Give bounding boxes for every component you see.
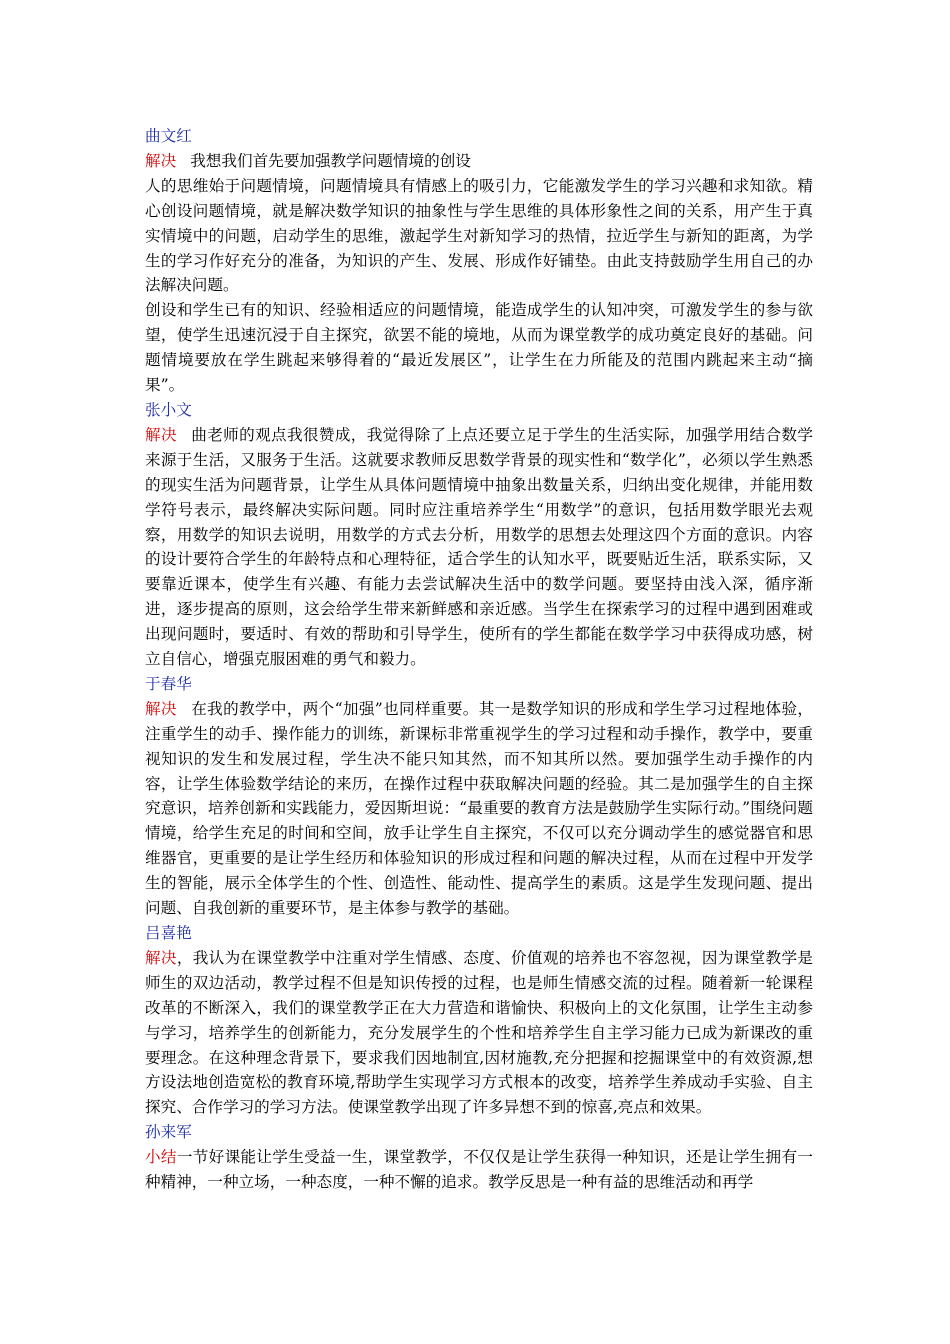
solution-tag: 解决 [145, 425, 177, 444]
summary-tag: 小结 [145, 1148, 177, 1167]
speaker-name: 吕喜艳 [145, 924, 192, 942]
body-paragraph: 人的思维始于问题情境，问题情境具有情感上的吸引力，它能激发学生的学习兴趣和求知欲。精心创设问题情境，就是解决数学知识的抽象性与学生思维的具体形象性之间的关系，用产生于真实情境中的问题，启动学生的思维，激起学生对新知学习的热情，拉近学生与新知的距离，为学生的学习作好充分的准备，为知识的产生、发展、形成作好铺垫。由此支持鼓励学生用自己的办法解决问题。 [145, 176, 813, 295]
solution-tag: 解决 [145, 699, 177, 718]
body-paragraph [145, 697, 813, 921]
body-text: 一节好课能让学生受益一生，课堂教学，不仅仅是让学生获得一种知识，还是让学生拥有一种精神，一种立场，一种态度，一种不懈的追求。教学反思是一种有益的思维活动和再学 [145, 1148, 813, 1192]
speaker-name: 张小文 [145, 400, 192, 419]
body-paragraph [145, 423, 813, 672]
body-text: 曲老师的观点我很赞成，我觉得除了上点还要立足于学生的生活实际，加强学用结合数学来源于生活，又服务于生活。这就要求教师反思数学背景的现实性和“数学化”，必须以学生熟悉的现实生活为问题背景，让学生从具体问题情境中抽象出数量关系，归纳出变化规律，并能用数学符号表示，最终解决实际问题。同时应注重培养学生“用数学”的意识，包括用数学眼光去观察，用数学的知识去说明，用数学的方式去分析，用数学的思想去处理这四个方面的意识。内容的设计要符合学生的年龄特点和心理特征，适合学生的认知水平，既要贴近生活，联系实际，又要靠近课本，使学生有兴趣、有能力去尝试解决生活中的数学问题。要坚持由浅入深，循序渐进，逐步提高的原则，这会给学生带来新鲜感和亲近感。当学生在探索学习的过程中遇到困难或出现问题时，要适时、有效的帮助和引导学生，使所有的学生都能在数学学习中获得成功感，树立自信心，增强克服困难的勇气和毅力。 [145, 425, 813, 669]
body-paragraph [145, 1145, 813, 1195]
solution-tag: 解决 [145, 948, 177, 967]
lead-text: 我想我们首先要加强教学问题情境的创设 [190, 151, 471, 170]
body-paragraph [145, 946, 813, 1120]
lead-paragraph [145, 149, 813, 174]
document-body [145, 124, 813, 1195]
speaker-name: 孙来军 [145, 1123, 192, 1142]
speaker-name: 于春华 [145, 674, 192, 693]
body-paragraph: 创设和学生已有的知识、经验相适应的问题情境，能造成学生的认知冲突，可激发学生的参与欲望，使学生迅速沉浸于自主探究，欲罢不能的境地，从而为课堂教学的成功奠定良好的基础。问题情境要放在学生跳起来够得着的“最近发展区”，让学生在力所能及的范围内跳起来主动“摘果”。 [145, 301, 813, 395]
body-text: ，我认为在课堂教学中注重对学生情感、态度、价值观的培养也不容忽视，因为课堂教学是师生的双边活动，教学过程不但是知识传授的过程，也是师生情感交流的过程。随着新一轮课程改革的不断深入，我们的课堂教学正在大力营造和谐愉快、积极向上的文化氛围，让学生主动参与学习，培养学生的创新能力，充分发展学生的个性和培养学生自主学习能力已成为新课改的重要理念。在这种理念背景下，要求我们因地制宜,因材施教,充分把握和挖掘课堂中的有效资源,想方设法地创造宽松的教育环境,帮助学生实现学习方式根本的改变，培养学生养成动手实验、自主探究、合作学习的学习方法。使课堂教学出现了许多异想不到的惊喜,亮点和效果。 [145, 948, 813, 1117]
speaker-name: 曲文红 [145, 127, 192, 145]
solution-tag: 解决 [145, 151, 177, 170]
body-text: 在我的教学中，两个“加强”也同样重要。其一是数学知识的形成和学生学习过程地体验，注重学生的动手、操作能力的训练，新课标非常重视学生的学习过程和动手操作，教学中，要重视知识的发生和发展过程，学生决不能只知其然，而不知其所以然。要加强学生动手操作的内容，让学生体验数学结论的来历，在操作过程中获取解决问题的经验。其二是加强学生的自主探究意识，培养创新和实践能力，爱因斯坦说：“最重要的教育方法是鼓励学生实际行动。”围绕问题情境，给学生充足的时间和空间，放手让学生自主探究，不仅可以充分调动学生的感觉器官和思维器官，更重要的是让学生经历和体验知识的形成过程和问题的解决过程，从而在过程中开发学生的智能，展示全体学生的个性、创造性、能动性、提高学生的素质。这是学生发现问题、提出问题、自我创新的重要环节，是主体参与教学的基础。 [145, 699, 813, 918]
